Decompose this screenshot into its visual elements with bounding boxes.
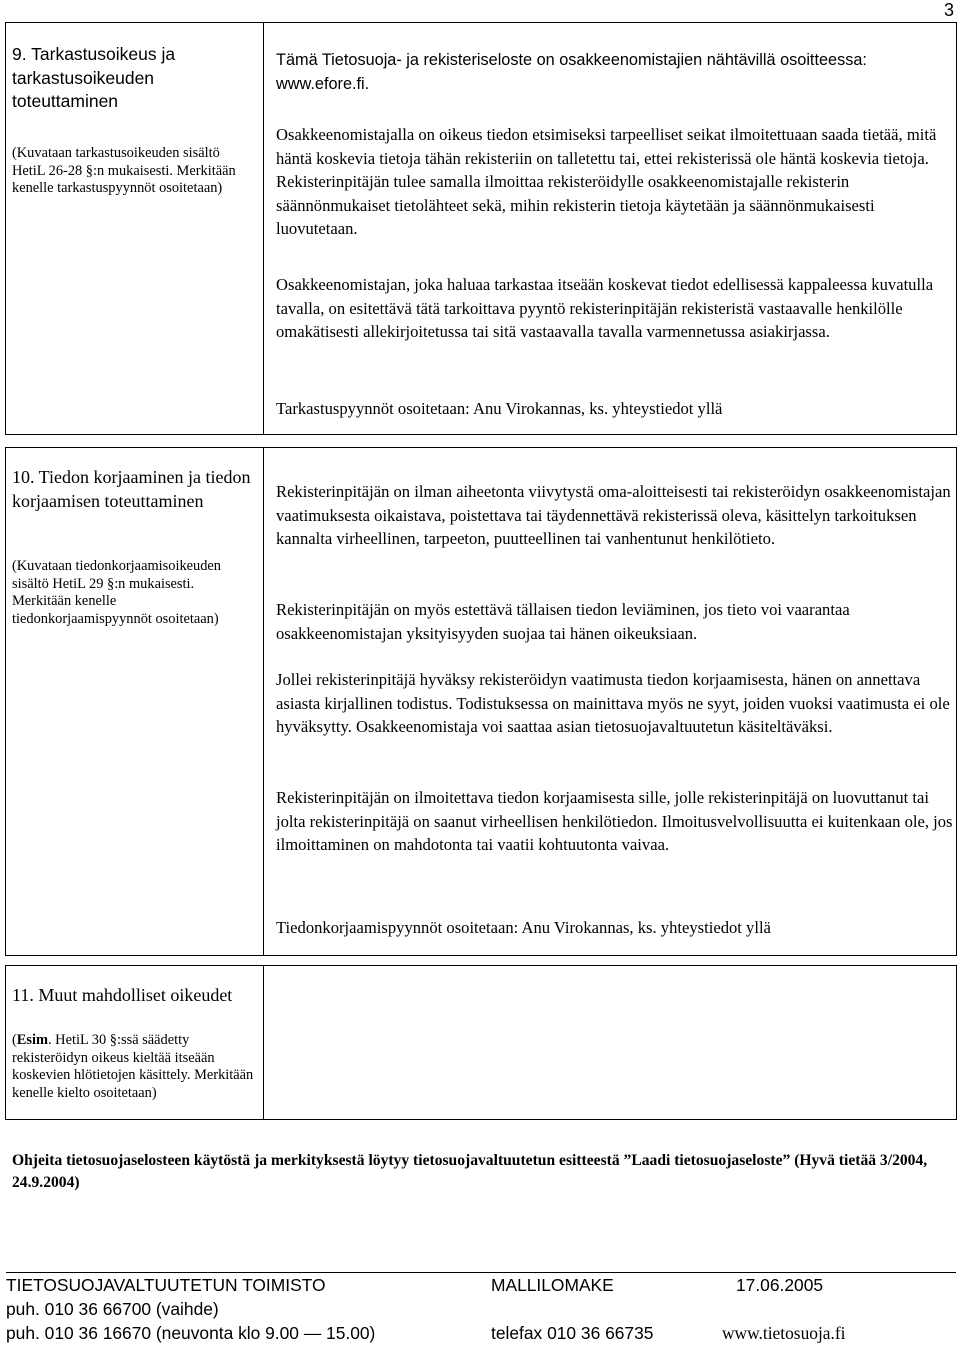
section-9-note: (Kuvataan tarkastusoikeuden sisältö HetiL 26-28 §:n mukaisesti. Merkitään kenelle tarkastuspyynnöt osoitetaan) [12, 145, 236, 197]
section-11-title: 11. Muut mahdolliset oikeudet [12, 985, 233, 1005]
section-11-note-example: Esim [16, 1032, 48, 1048]
section-11 [5, 965, 957, 1120]
section-11-note [12, 1032, 256, 1102]
footer-row-1 [6, 1275, 956, 1299]
page-footer [6, 1272, 956, 1343]
section-11-note-text: . HetiL 30 §:ssä säädetty rekisteröidyn oikeus kieltää itseään koskevien hlötietojen käsittely. Merkitään kenelle kielto osoitetaan) [12, 1032, 254, 1101]
footer-date: 17.06.2005 [736, 1275, 824, 1295]
section-10-heading-cell [6, 448, 264, 955]
page-number: 3 [943, 0, 954, 20]
section-9-paragraph-3: Osakkeenomistajan, joka haluaa tarkastaa itseään koskevat tiedot edellisessä kappaleessa kuvatulla tavalla, on esitettävä tätä tarkoittava pyyntö rekisterinpitäjän rekisteristä vastaavalle henkilölle omakätisesti allekirjoitetussa tai sitä vastaavalla tavalla varmennetussa asiakirjassa. [276, 275, 934, 341]
footer-website[interactable]: www.tietosuoja.fi [722, 1323, 846, 1343]
footer-row-2 [6, 1299, 956, 1323]
section-10-request-contact: Tiedonkorjaamispyynnöt osoitetaan: Anu Virokannas, ks. yhteystiedot yllä [276, 918, 771, 937]
section-9-title: 9. Tarkastusoikeus ja tarkastusoikeuden toteuttaminen [12, 44, 176, 111]
section-10-title: 10. Tiedon korjaaminen ja tiedon korjaamisen toteuttaminen [12, 467, 251, 511]
section-10-content-cell [264, 448, 956, 955]
footer-row-3 [6, 1323, 956, 1347]
section-10-paragraph-3: Jollei rekisterinpitäjä hyväksy rekisteröidyn vaatimusta tiedon korjaamisesta, hänen on annettava asiasta kirjallinen todistus. Todistuksessa on mainittava myös ne syyt, joiden vuoksi vaatimusta ei ole hyväksytty. Osakkeenomistaja voi saattaa asian tietosuojavaltuutetun käsiteltäväksi. [276, 670, 950, 736]
section-9 [5, 22, 957, 435]
section-11-note-open: ( [12, 1032, 17, 1048]
footer-form-type: MALLILOMAKE [491, 1275, 614, 1295]
section-9-paragraph-1: Tämä Tietosuoja- ja rekisteriseloste on osakkeenomistajien nähtävillä osoitteessa: www.efore.fi. [276, 51, 867, 93]
section-10 [5, 447, 957, 956]
section-10-paragraph-4: Rekisterinpitäjän on ilmoitettava tiedon korjaamisesta sille, jolle rekisterinpitäjä on luovuttanut tai jolta rekisterinpitäjä on saanut virheellisen henkilötiedon. Ilmoitusvelvollisuutta ei kuitenkaan ole, jos ilmoittaminen on mahdotonta tai vaatii kohtuutonta vaivaa. [276, 788, 953, 854]
section-10-paragraph-1: Rekisterinpitäjän on ilman aiheetonta viivytystä oma-aloitteisesti tai rekisteröidyn osakkeenomistajan vaatimuksesta oikaistava, poistettava tai täydennettävä rekisterissä oleva, käsittelyn tarkoituksen kannalta virheellinen, tarpeeton, puutteellinen tai vanhentunut henkilötieto. [276, 482, 951, 548]
footer-advice-phone: puh. 010 36 16670 (neuvonta klo 9.00 — 15.00) [6, 1323, 376, 1343]
section-10-note: (Kuvataan tiedonkorjaamisoikeuden sisältö HetiL 29 §:n mukaisesti. Merkitään kenelle tiedonkorjaamispyynnöt osoitetaan) [12, 558, 221, 627]
section-9-paragraph-2: Osakkeenomistajalla on oikeus tiedon etsimiseksi tarpeelliset seikat ilmoitettuaan saada tietää, mitä häntä koskevia tietoja tähän rekisteriin on talletettu tai, ettei rekisterissä ole häntä koskevia tietoja. Rekisterinpitäjän tulee samalla ilmoittaa rekisteröidylle osakkeenomistajalle rekisterin säännönmukaiset tietolähteet sekä, mihin rekisterin tietoja käytetään ja säännönmukaisesti luovutetaan. [276, 125, 937, 238]
footer-phone: puh. 010 36 66700 (vaihde) [6, 1299, 219, 1319]
section-9-heading-cell [6, 23, 264, 434]
section-11-heading-cell [6, 966, 264, 1119]
section-9-content-cell [264, 23, 956, 434]
footnote-guidance: Ohjeita tietosuojaselosteen käytöstä ja merkityksestä löytyy tietosuojavaltuutetun esitteestä ”Laadi tietosuojaseloste” (Hyvä tietää 3/2004, 24.9.2004) [12, 1152, 928, 1191]
section-10-paragraph-2: Rekisterinpitäjän on myös estettävä tällaisen tiedon leviäminen, jos tieto voi vaarantaa osakkeenomistajan yksityisyyden suojaa tai hänen oikeuksiaan. [276, 600, 850, 643]
section-9-request-contact: Tarkastuspyynnöt osoitetaan: Anu Virokannas, ks. yhteystiedot yllä [276, 399, 723, 418]
footer-org: TIETOSUOJAVALTUUTETUN TOIMISTO [6, 1275, 326, 1295]
footer-fax: telefax 010 36 66735 [491, 1323, 654, 1343]
